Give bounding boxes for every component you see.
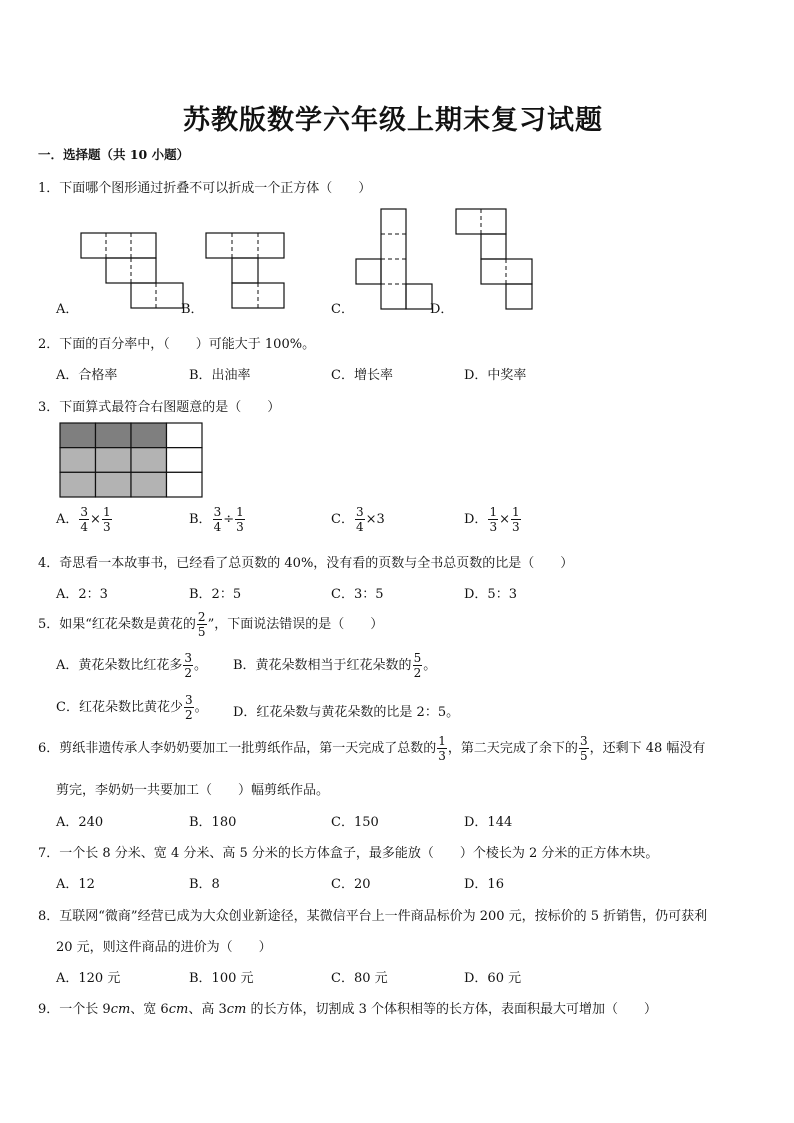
q4-option-b[interactable]: B．2：5 (189, 587, 242, 602)
grid-cell (167, 448, 203, 473)
q8-option-a[interactable]: A．120 元 (56, 971, 121, 986)
grid-cell (60, 448, 96, 473)
q6-option-a[interactable]: A．240 (56, 815, 104, 830)
q3-option-d[interactable]: D． $\frac{1}{3}$ × $\frac{1}{3}$ (464, 505, 520, 534)
q8-option-d[interactable]: D．60 元 (464, 971, 522, 986)
q1-option-a[interactable]: A． (56, 302, 79, 317)
grid-cell (131, 472, 167, 497)
fraction: $\frac{3}{4}$ (80, 505, 89, 534)
grid-cell (131, 423, 167, 448)
q1-stem: 1．下面哪个图形通过折叠不可以折成一个正方体（ ） (38, 181, 372, 196)
grid-cell (131, 448, 167, 473)
q3-shaded-grid (59, 422, 203, 498)
q2-option-b[interactable]: B．出油率 (189, 368, 251, 383)
fraction: $\frac{3}{2}$ (184, 651, 193, 680)
net-c-figure (355, 208, 435, 310)
grid-cell (96, 423, 132, 448)
q6-stem-line2: 剪完，李奶奶一共要加工（ ）幅剪纸作品。 (56, 783, 330, 798)
grid-cell (60, 423, 96, 448)
grid-cell (167, 423, 203, 448)
fraction: $\frac{1}{3}$ (489, 505, 498, 534)
section-heading: 一．选择题（共 10 小题） (38, 147, 190, 162)
q4-stem: 4．奇思看一本故事书，已经看了总页数的 40%，没有看的页数与全书总页数的比是（ ） (38, 556, 574, 571)
fraction: $\frac{3}{4}$ (213, 505, 222, 534)
fraction: $\frac{2}{5}$ (197, 610, 206, 639)
net-d-figure (455, 208, 535, 310)
q4-option-d[interactable]: D．5：3 (464, 587, 517, 602)
net-b-figure (205, 232, 287, 310)
q4-option-c[interactable]: C．3：5 (331, 587, 384, 602)
fraction: $\frac{3}{2}$ (184, 693, 193, 722)
q1-option-b[interactable]: B． (181, 302, 204, 317)
q1-option-d[interactable]: D． (430, 302, 454, 317)
q5-option-a[interactable]: A．黄花朵数比红花多 $\frac{3}{2}$ 。 (56, 651, 208, 680)
q8-option-b[interactable]: B．100 元 (189, 971, 254, 986)
q3-option-b[interactable]: B． $\frac{3}{4}$ ÷ $\frac{1}{3}$ (189, 505, 244, 534)
q5-stem: 5．如果“红花朵数是黄花的 $\frac{2}{5}$ ”，下面说法错误的是（ ） (38, 610, 384, 639)
q8-stem-line2: 20 元，则这件商品的进价为（ ） (56, 940, 272, 955)
fraction: $\frac{1}{3}$ (102, 505, 111, 534)
q6-option-c[interactable]: C．150 (331, 815, 379, 830)
q2-option-d[interactable]: D．中奖率 (464, 368, 527, 383)
q7-option-b[interactable]: B．8 (189, 877, 220, 892)
fraction: $\frac{1}{3}$ (438, 734, 446, 763)
q2-option-c[interactable]: C．增长率 (331, 368, 393, 383)
q3-option-a[interactable]: A． $\frac{3}{4}$ × $\frac{1}{3}$ (56, 505, 111, 534)
q8-stem-line1: 8．互联网“微商”经营已成为大众创业新途径，某微信平台上一件商品标价为 200 元，按标价的 5 折销售，仍可获利 (38, 909, 708, 924)
fraction: $\frac{1}{3}$ (236, 505, 244, 534)
q7-option-d[interactable]: D．16 (464, 877, 504, 892)
q4-option-a[interactable]: A．2：3 (56, 587, 108, 602)
net-a-figure (80, 232, 185, 310)
q3-stem: 3．下面算式最符合右图题意的是（ ） (38, 400, 281, 415)
grid-cell (167, 472, 203, 497)
page-title: 苏教版数学六年级上期末复习试题 (183, 105, 603, 136)
q9-stem: 9．一个长 9cm、宽 6cm、高 3cm 的长方体，切割成 3 个体积相等的长方体，表面积最大可增加（ ） (38, 1002, 657, 1017)
q1-option-c[interactable]: C． (331, 302, 354, 317)
q5-option-d[interactable]: D．红花朵数与黄花朵数的比是 2：5。 (233, 705, 460, 720)
q3-option-c[interactable]: C． $\frac{3}{4}$ ×3 (331, 505, 385, 534)
q6-option-b[interactable]: B．180 (189, 815, 237, 830)
grid-cell (96, 472, 132, 497)
q7-option-c[interactable]: C．20 (331, 877, 371, 892)
q7-option-a[interactable]: A．12 (56, 877, 95, 892)
grid-cell (60, 472, 96, 497)
q2-option-a[interactable]: A．合格率 (56, 368, 118, 383)
q5-option-c[interactable]: C．红花朵数比黄花少 $\frac{3}{2}$ 。 (56, 693, 208, 722)
fraction: $\frac{3}{4}$ (355, 505, 364, 534)
fraction: $\frac{1}{3}$ (511, 505, 520, 534)
fraction: $\frac{3}{5}$ (579, 734, 588, 763)
q8-option-c[interactable]: C．80 元 (331, 971, 388, 986)
fraction: $\frac{5}{2}$ (413, 651, 422, 680)
q5-option-b[interactable]: B．黄花朵数相当于红花朵数的 $\frac{5}{2}$ 。 (233, 651, 437, 680)
grid-cell (96, 448, 132, 473)
q6-stem-line1: 6．剪纸非遗传承人李奶奶要加工一批剪纸作品，第一天完成了总数的 $\frac{1}{3}$ ，第二天完成了余下的 $\frac{3}{5}$ ，还剩下 48 幅没有 (38, 734, 706, 763)
q2-stem: 2．下面的百分率中，（ ）可能大于 100%。 (38, 337, 316, 352)
q6-option-d[interactable]: D．144 (464, 815, 513, 830)
q7-stem: 7．一个长 8 分米、宽 4 分米、高 5 分米的长方体盒子，最多能放（ ）个棱长为 2 分米的正方体木块。 (38, 846, 659, 861)
